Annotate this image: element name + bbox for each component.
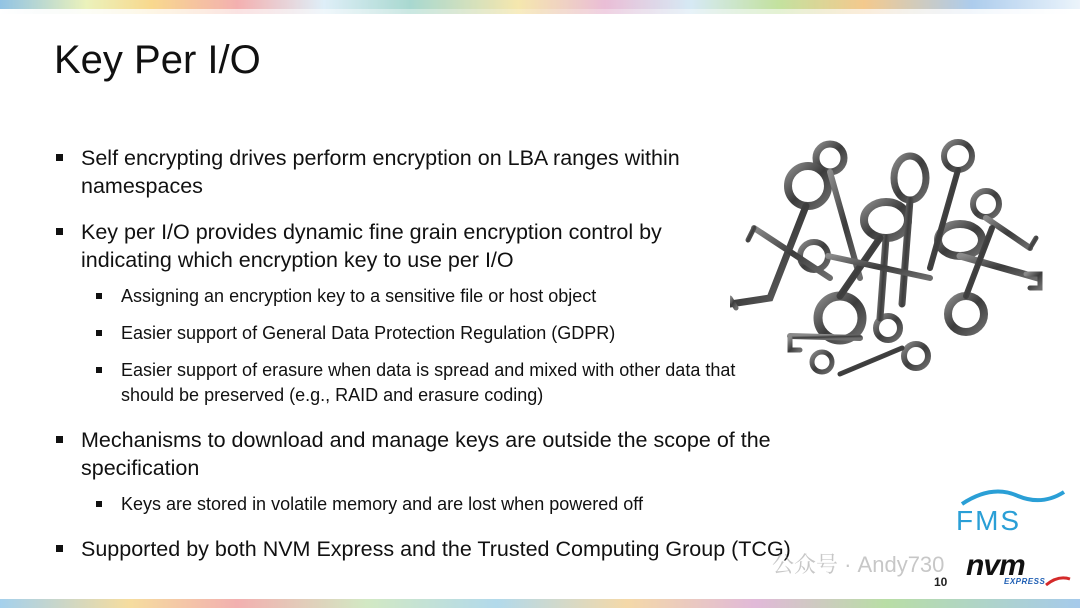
bullet-marker [56,154,63,161]
bullet-marker [96,330,102,336]
bullet-level1 [54,535,864,563]
watermark: 公众号 · Andy730 [772,552,945,577]
nvm-swoosh-icon [1044,575,1072,587]
bullet-marker [96,367,102,373]
bullet-level2 [81,492,864,517]
bullet-text: Easier support of General Data Protection Regulation (GDPR) [121,323,616,343]
bullet-marker [56,545,63,552]
bullet-text: Keys are stored in volatile memory and are lost when powered off [121,494,643,514]
slide-title: Key Per I/O [54,38,261,82]
bullet-marker [56,436,63,443]
bullet-marker [96,293,102,299]
bullet-text: Key per I/O provides dynamic fine grain encryption control by indicating which encryption key to use per I/O [81,220,662,272]
bullet-marker [56,228,63,235]
bullet-text: Supported by both NVM Express and the Trusted Computing Group (TCG) [81,537,791,561]
bullet-text: Mechanisms to download and manage keys are outside the scope of the specification [81,428,771,480]
page-number: 10 [934,575,948,589]
top-decorative-stripe [0,0,1080,14]
nvm-logo-subtext: EXPRESS [1004,577,1046,586]
fms-logo-text: FMS [956,505,1022,536]
bullet-text: Easier support of erasure when data is spread and mixed with other data that should be preserved (e.g., RAID and erasure coding) [121,360,736,405]
bullet-level1 [54,426,864,482]
bottom-decorative-stripe [0,599,1080,608]
bullet-text: Assigning an encryption key to a sensitive file or host object [121,286,597,306]
keys-photo [730,128,1050,400]
fms-logo [952,480,1070,538]
bullet-text: Self encrypting drives perform encryption on LBA ranges within namespaces [81,146,680,198]
nvm-logo-text: nvm [966,549,1025,582]
bullet-marker [96,501,102,507]
nvm-express-logo [960,549,1072,591]
